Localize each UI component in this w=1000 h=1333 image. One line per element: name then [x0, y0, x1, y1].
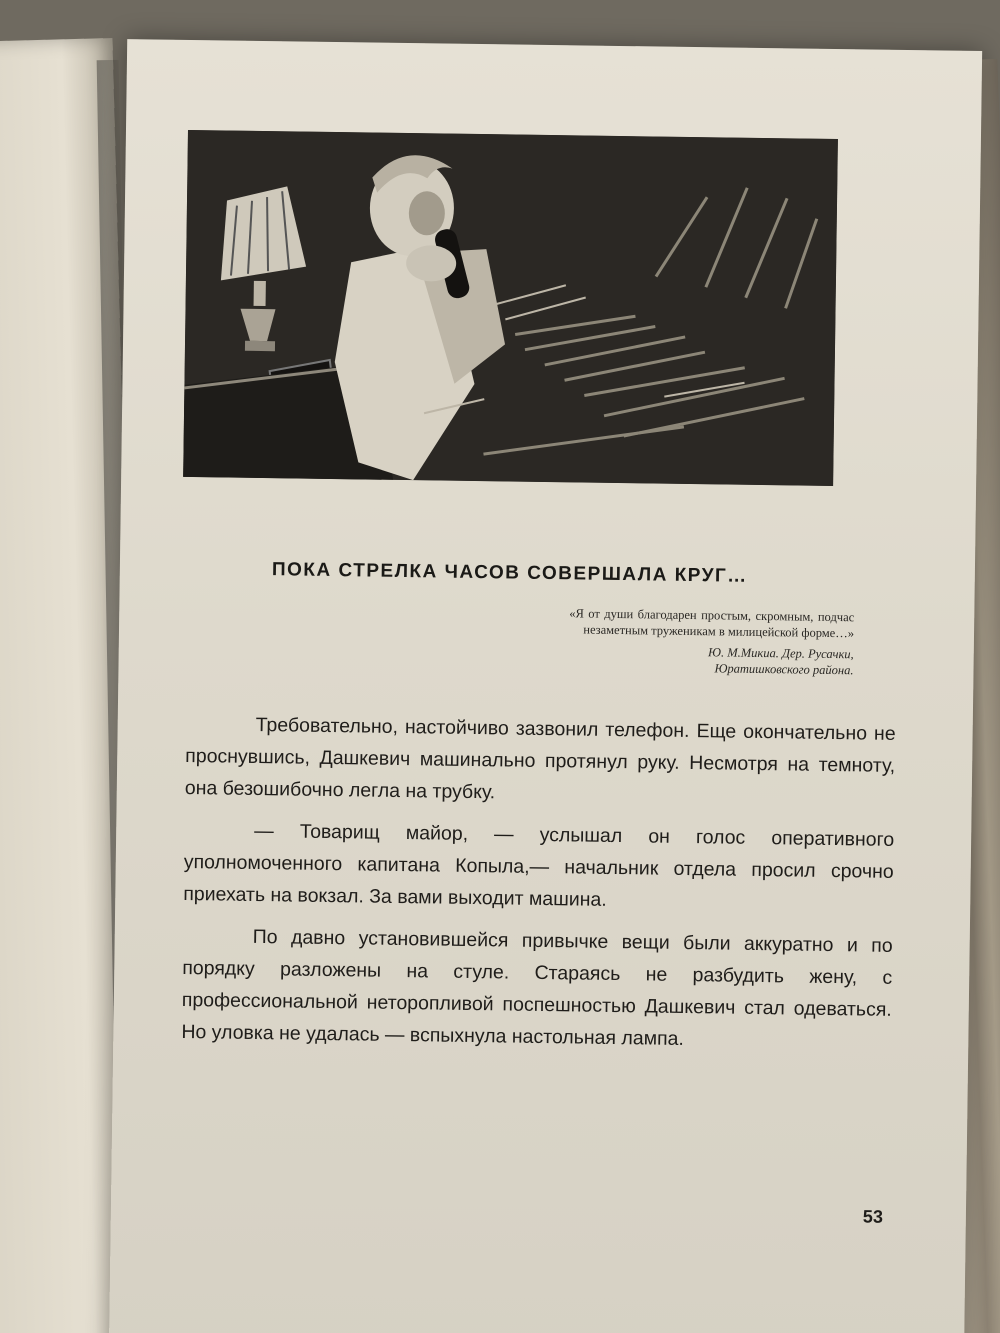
- body-text: [181, 708, 896, 1068]
- illustration-man-on-telephone: [183, 130, 838, 486]
- chapter-title: ПОКА СТРЕЛКА ЧАСОВ СОВЕРШАЛА КРУГ…: [271, 559, 748, 587]
- epigraph-attribution-line1: Ю. М.Микиа. Дер. Русачки,: [708, 645, 854, 662]
- illustration-drawing: [183, 130, 838, 486]
- epigraph: [568, 605, 854, 678]
- paragraph: Требовательно, настойчиво зазвонил телефон. Еще окончательно не проснувшись, Дашкевич машинально протянул руку. Несмотря на темноту, она безошибочно легла на трубку.: [184, 713, 896, 804]
- epigraph-attribution-line2: Юратишковского района.: [714, 661, 854, 678]
- paragraph: — Товарищ майор, — услышал он голос оперативного уполномоченного капитана Копыла,— начальник отдела просил срочно приехать на вокзал. За вами выходит машина.: [183, 819, 895, 911]
- page-number: 53: [862, 1206, 884, 1227]
- right-page: [109, 39, 982, 1333]
- epigraph-quote: «Я от души благодарен простым, скромным, подчас незаметным труженикам в милицейской форме…»: [569, 606, 855, 641]
- paragraph: По давно установившейся привычке вещи были аккуратно и по порядку разложены на стуле. Стараясь не разбудить жену, с профессиональной неторопливой поспешностью Дашкевич стал одеваться. Но уловка не удалась — вспыхнула настольная лампа.: [181, 925, 893, 1050]
